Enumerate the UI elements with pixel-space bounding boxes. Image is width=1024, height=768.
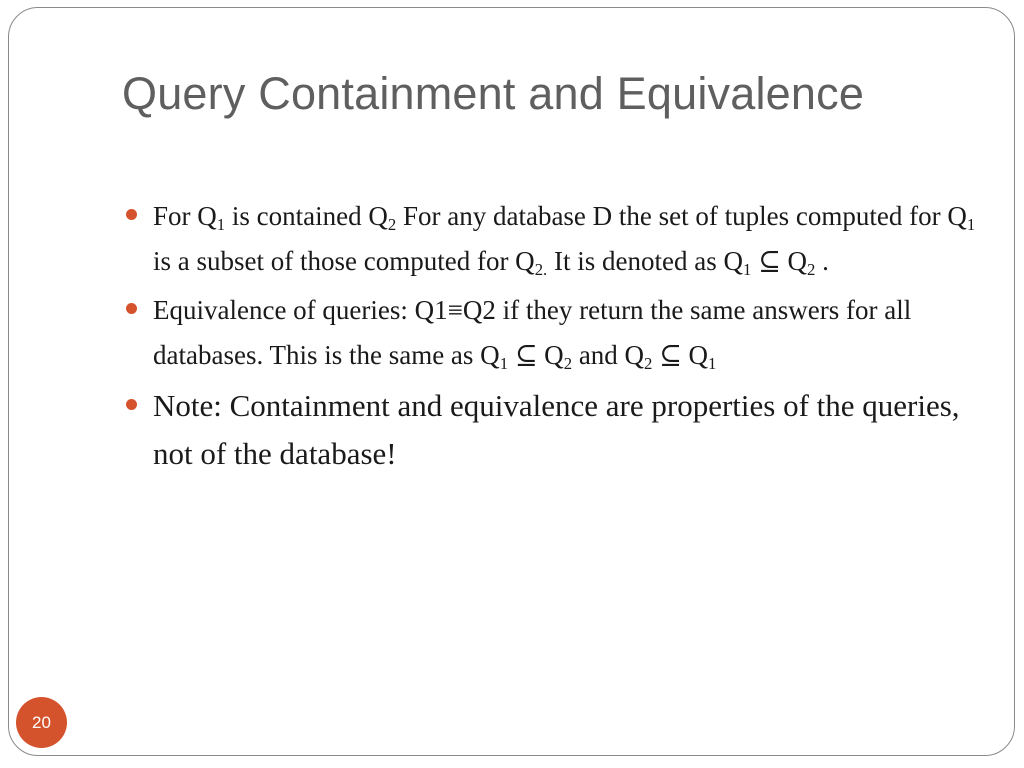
bullet-dot-icon: [126, 209, 137, 220]
text-run: is contained Q: [225, 201, 388, 231]
slide-frame: [8, 7, 1015, 756]
note-text: Note: Containment and equivalence are properties of the queries, not of the database!: [153, 388, 960, 471]
bullet-dot-icon: [126, 399, 137, 410]
slide-title: Query Containment and Equivalence: [122, 68, 865, 119]
text-run: For any database D the set of tuples computed for Q: [396, 201, 967, 231]
bullet-item-equivalence: [125, 288, 985, 378]
subscript: 2: [806, 260, 816, 280]
slide-number: 20: [32, 712, 51, 732]
slide-number-badge: [16, 697, 67, 748]
bullet-item-containment: [125, 194, 985, 284]
subscript: 2: [644, 354, 653, 374]
text-run: is a subset of those computed for Q: [153, 246, 535, 276]
bullet-item-note: [125, 382, 985, 478]
text-run: ⊆ Q: [751, 246, 807, 276]
text-run: ⊆ Q: [508, 340, 564, 370]
text-run: .: [815, 246, 829, 276]
text-run: For Q: [153, 201, 217, 231]
subscript: 1: [966, 215, 976, 235]
subscript: 2.: [534, 260, 548, 280]
subscript: 1: [499, 354, 509, 374]
bullet-dot-icon: [126, 303, 137, 314]
text-run: Equivalence of queries: Q1≡Q2 if they return the same answers for all databases. This is the same as Q: [153, 295, 912, 370]
subscript: 1: [708, 354, 717, 374]
text-run: ⊆ Q: [652, 340, 709, 370]
subscript: 2: [387, 215, 397, 235]
text-run: It is denoted as Q: [547, 246, 743, 276]
bullet-list: [125, 194, 985, 478]
subscript: 1: [742, 260, 752, 280]
subscript: 2: [563, 354, 573, 374]
subscript: 1: [216, 215, 226, 235]
text-run: and Q: [572, 340, 645, 370]
